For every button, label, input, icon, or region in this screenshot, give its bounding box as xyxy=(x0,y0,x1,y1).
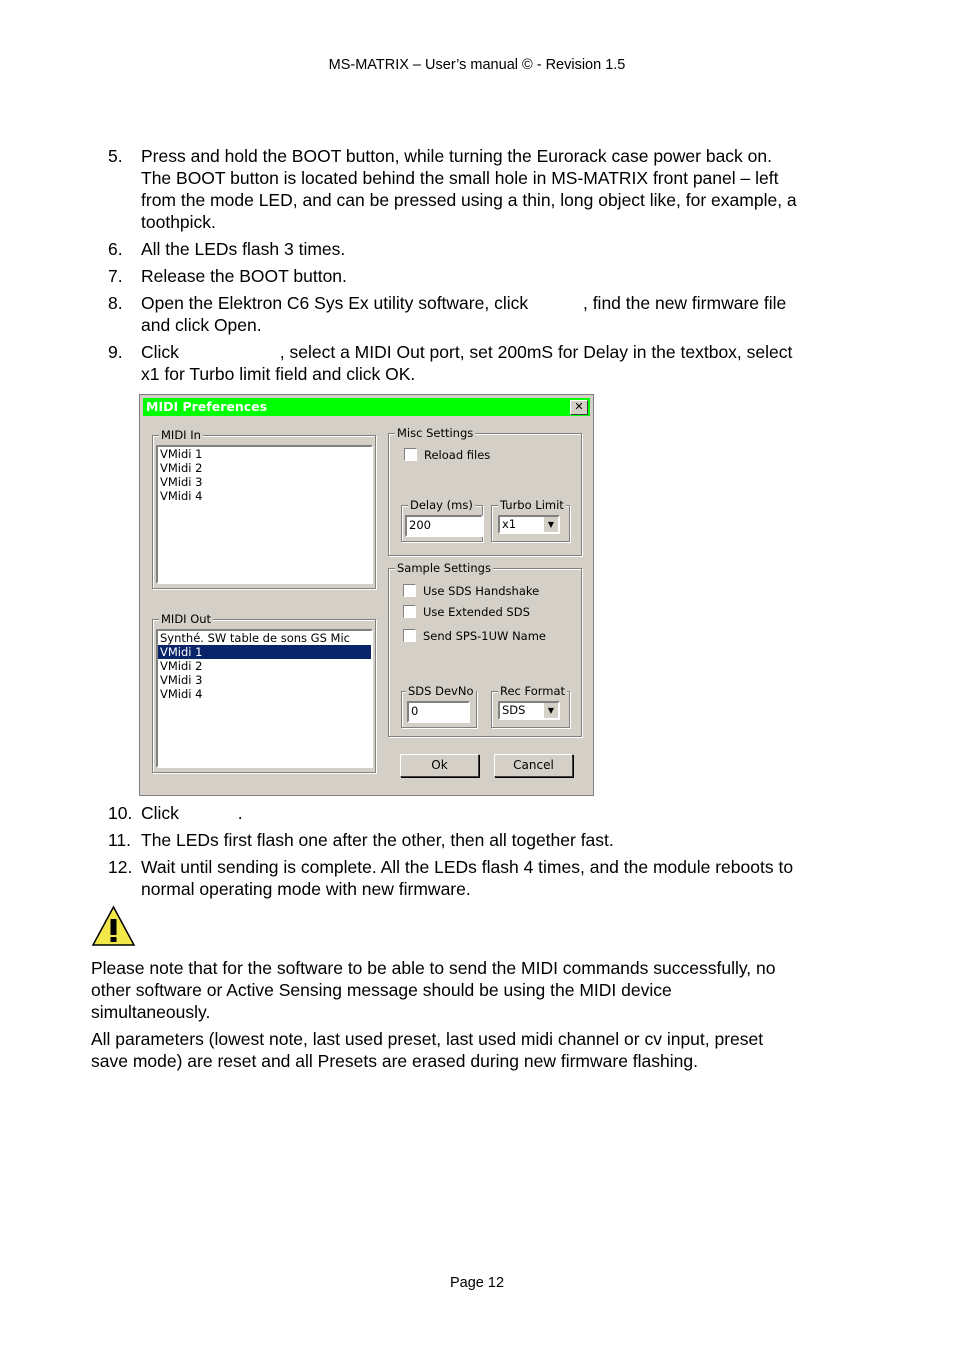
midi-out-label: MIDI Out xyxy=(161,612,212,626)
cancel-button[interactable]: Cancel xyxy=(494,754,573,777)
note-paragraph-2 xyxy=(91,1028,871,1072)
step-number: 9. xyxy=(108,342,123,362)
sds-devno-label: SDS DevNo xyxy=(408,684,474,698)
step-number: 11. xyxy=(108,830,132,850)
step-text-line: Press and hold the BOOT button, while turning the Eurorack case power back on. xyxy=(141,146,772,166)
reload-files-checkbox[interactable] xyxy=(404,448,490,462)
list-item[interactable]: VMidi 4 xyxy=(160,489,203,503)
misc-settings-label: Misc Settings xyxy=(397,426,474,440)
rec-format-value: SDS xyxy=(502,703,526,717)
step-text-line: normal operating mode with new firmware. xyxy=(141,879,471,899)
step-text-line: and click Open. xyxy=(141,315,262,335)
step-text-line: x1 for Turbo limit field and click OK. xyxy=(141,364,416,384)
turbo-limit-value: x1 xyxy=(502,517,517,531)
send-sps-checkbox[interactable] xyxy=(403,629,546,643)
checkbox-icon[interactable] xyxy=(403,584,416,597)
list-item[interactable]: Synthé. SW table de sons GS Mic xyxy=(160,631,350,645)
step-text-line: Release the BOOT button. xyxy=(141,266,347,286)
dialog-title: MIDI Preferences xyxy=(146,399,268,414)
use-sds-handshake-label: Use SDS Handshake xyxy=(423,584,540,598)
step-text-line: from the mode LED, and can be pressed using a thin, long object like, for example, a xyxy=(141,190,797,210)
page-header: MS-MATRIX – User’s manual © - Revision 1.5 xyxy=(328,57,626,73)
step-text: , find the new firmware file xyxy=(582,293,787,313)
list-item[interactable]: VMidi 2 xyxy=(160,461,203,475)
step-text-line: Wait until sending is complete. All the LEDs flash 4 times, and the module reboots to xyxy=(141,857,794,877)
send-sps-label: Send SPS-1UW Name xyxy=(423,629,546,643)
use-extended-sds-checkbox[interactable] xyxy=(403,605,530,619)
turbo-limit-label: Turbo Limit xyxy=(500,498,564,512)
midi-in-list[interactable] xyxy=(156,445,373,584)
rec-format-group xyxy=(491,684,570,728)
delay-label: Delay (ms) xyxy=(410,498,473,512)
step-text-line: toothpick. xyxy=(141,212,216,232)
midi-preferences-dialog xyxy=(139,394,594,796)
misc-settings-group xyxy=(388,426,582,556)
step-text: Open the Elektron C6 Sys Ex utility software, click xyxy=(141,293,533,313)
list-item[interactable]: VMidi 3 xyxy=(160,475,203,489)
sds-devno-input[interactable]: 0 xyxy=(407,701,470,723)
step-number: 6. xyxy=(108,239,123,259)
checkbox-icon[interactable] xyxy=(404,448,417,461)
checkbox-icon[interactable] xyxy=(403,605,416,618)
note-line: simultaneously. xyxy=(91,1002,211,1022)
use-extended-sds-label: Use Extended SDS xyxy=(423,605,530,619)
checkbox-icon[interactable] xyxy=(403,629,416,642)
close-button[interactable]: ✕ xyxy=(570,400,588,415)
list-item[interactable]: VMidi 2 xyxy=(160,659,203,673)
midi-in-label: MIDI In xyxy=(161,428,201,442)
list-item-selected[interactable]: VMidi 1 xyxy=(158,645,371,659)
step-text: , select a MIDI Out port, set 200mS for Delay in the textbox, select xyxy=(279,342,793,362)
sample-settings-label: Sample Settings xyxy=(397,561,491,575)
step-number: 5. xyxy=(108,146,123,166)
midi-in-group xyxy=(152,428,376,589)
note-line: All parameters (lowest note, last used preset, last used midi channel or cv input, preset xyxy=(91,1029,764,1049)
rec-format-select[interactable] xyxy=(498,701,560,720)
delay-group xyxy=(401,498,483,542)
step-text: Click xyxy=(141,342,184,362)
list-item[interactable]: VMidi 4 xyxy=(160,687,203,701)
step-text-line: The LEDs first flash one after the other, then all together fast. xyxy=(141,830,614,850)
warning-icon xyxy=(91,905,136,947)
dropdown-arrow-icon[interactable]: ▼ xyxy=(543,517,558,532)
reload-files-label: Reload files xyxy=(424,448,491,462)
step-text: . xyxy=(237,803,243,823)
rec-format-label: Rec Format xyxy=(500,684,566,698)
step-text-line: All the LEDs flash 3 times. xyxy=(141,239,346,259)
use-sds-handshake-checkbox[interactable] xyxy=(403,584,539,598)
turbo-limit-select[interactable] xyxy=(498,515,560,534)
ok-button[interactable]: Ok xyxy=(400,754,479,777)
dropdown-arrow-icon[interactable]: ▼ xyxy=(543,703,558,718)
note-paragraph-1 xyxy=(91,957,871,1023)
sample-settings-group xyxy=(388,561,582,737)
note-line: save mode) are reset and all Presets are erased during new firmware flashing. xyxy=(91,1051,698,1071)
step-text: Click xyxy=(141,803,184,823)
list-item[interactable]: VMidi 3 xyxy=(160,673,203,687)
step-text-line: The BOOT button is located behind the small hole in MS-MATRIX front panel – left xyxy=(141,168,779,188)
page-number: Page 12 xyxy=(449,1275,505,1291)
midi-out-group xyxy=(152,612,376,773)
sds-devno-group xyxy=(401,684,477,728)
step-number: 10. xyxy=(108,803,133,823)
note-line: other software or Active Sensing message should be using the MIDI device xyxy=(91,980,672,1000)
dialog-titlebar xyxy=(143,398,590,416)
delay-input[interactable]: 200 xyxy=(405,515,483,537)
turbo-limit-group xyxy=(491,498,570,542)
step-number: 8. xyxy=(108,293,123,313)
midi-out-list[interactable] xyxy=(156,629,373,768)
note-line: Please note that for the software to be able to send the MIDI commands successfully, no xyxy=(91,958,776,978)
step-number: 12. xyxy=(108,857,133,877)
list-item[interactable]: VMidi 1 xyxy=(160,447,203,461)
step-number: 7. xyxy=(108,266,123,286)
